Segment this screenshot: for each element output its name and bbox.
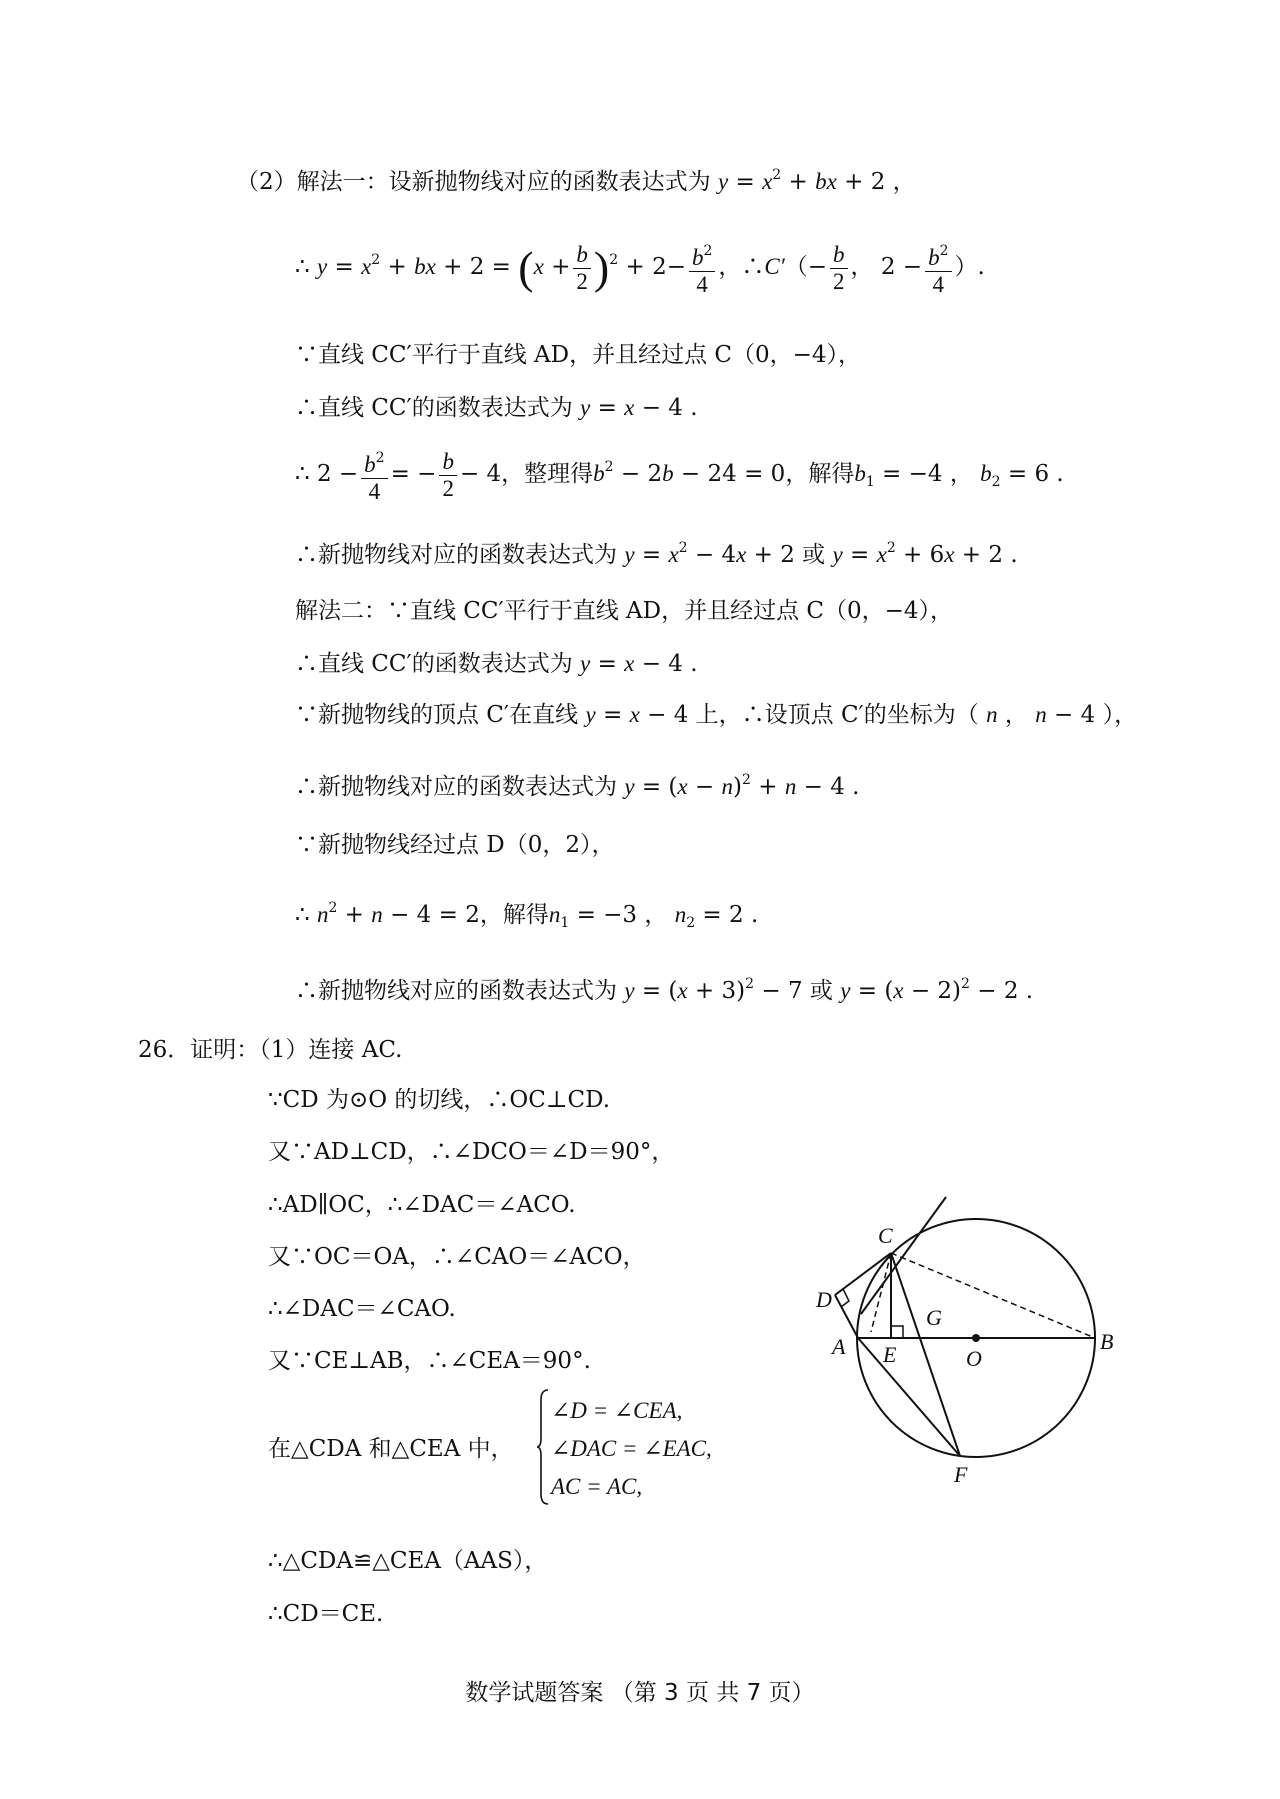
method2-line5: ∵新抛物线经过点 D（0，2）， bbox=[295, 832, 615, 858]
segment-cd bbox=[835, 1253, 891, 1295]
q26-system-prefix: 在△CDA 和△CEA 中， bbox=[268, 1436, 514, 1462]
completing-square-line: ∴ $y = x^2$ + bx + 2 = (x + $\frac{b}{2}$ )$^2$ + 2− $\frac{b^2}{4}$ ，∴C′（− $\frac{b}{2}$ ， 2 − $\frac{b^2}{4}$ ）. bbox=[295, 238, 985, 298]
condition-2: ∠DAC = ∠EAC, bbox=[551, 1436, 712, 1461]
condition-1: ∠D = ∠CEA, bbox=[551, 1398, 683, 1423]
segment-cb-dashed bbox=[891, 1253, 1095, 1338]
label-g: G bbox=[926, 1305, 942, 1330]
segment-cf bbox=[891, 1253, 960, 1456]
congruence-conditions bbox=[551, 1392, 712, 1506]
method1-result: ∴新抛物线对应的函数表达式为 $y = x^2 - 4x + 2$ 或 $y = x^2 + 6x + 2$ . bbox=[295, 540, 1018, 568]
method1-equation: ∴ 2 − $\frac{b^2}{4}$ = − $\frac{b}{2}$ − 4，整理得$b^2 - 2b - 24 = 0$，解得$b_1 = -4$ ， $b_2 = 6$ . bbox=[295, 445, 1064, 505]
condition-3: AC = AC, bbox=[551, 1474, 643, 1499]
tangent-line bbox=[861, 1197, 946, 1314]
page-footer: 数学试题答案 （第 3 页 共 7 页） bbox=[465, 1680, 815, 1706]
method2-line6: ∴ $n^2 + n - 4 = 2$，解得$n_1 = -3$ ， $n_2 = 2$ . bbox=[295, 900, 759, 931]
label-d: D bbox=[816, 1287, 832, 1312]
method2-result: ∴新抛物线对应的函数表达式为 $y = (x + 3)^2 - 7$ 或 $y = (x - 2)^2 - 2$ . bbox=[295, 976, 1034, 1004]
q26-conclusion-1: ∴△CDA≌△CEA（AAS）， bbox=[268, 1548, 548, 1574]
q26-line2: 又∵AD⊥CD，∴∠DCO＝∠D＝90°， bbox=[268, 1139, 675, 1165]
system-brace bbox=[537, 1388, 549, 1506]
method2-line1: 解法二：∵直线 CC′平行于直线 AD，并且经过点 C（0，−4）， bbox=[295, 598, 954, 624]
q26-line4: 又∵OC＝OA，∴∠CAO＝∠ACO， bbox=[268, 1244, 646, 1270]
method2-line4: ∴新抛物线对应的函数表达式为 $y = (x - n)^2 + n - 4$ . bbox=[295, 772, 860, 800]
segment-da bbox=[835, 1295, 858, 1338]
method2-line2: ∴直线 CC′的函数表达式为 y = x − 4 . bbox=[295, 651, 698, 677]
q26-line5: ∴∠DAC＝∠CAO. bbox=[268, 1296, 456, 1322]
label-f: F bbox=[954, 1462, 968, 1487]
method1-line3: ∵直线 CC′平行于直线 AD，并且经过点 C（0，−4）， bbox=[295, 342, 862, 368]
label-b: B bbox=[1100, 1329, 1114, 1354]
label-o: O bbox=[966, 1346, 982, 1371]
right-angle-e bbox=[891, 1326, 903, 1338]
right-angle-d bbox=[841, 1289, 849, 1307]
q26-conclusion-2: ∴CD＝CE. bbox=[268, 1601, 384, 1627]
method1-intro: （2）解法一：设新抛物线对应的函数表达式为 $y = x^2$ + bx + 2 ， bbox=[236, 167, 916, 195]
q26-line3: ∴AD∥OC，∴∠DAC＝∠ACO. bbox=[268, 1192, 576, 1218]
q26-title: 26．证明：（1）连接 AC. bbox=[138, 1037, 403, 1063]
label-a: A bbox=[832, 1334, 846, 1359]
label-e: E bbox=[883, 1342, 897, 1367]
q26-line1: ∵CD 为⊙O 的切线，∴OC⊥CD. bbox=[268, 1087, 611, 1113]
method1-line4: ∴直线 CC′的函数表达式为 y = x − 4 . bbox=[295, 395, 698, 421]
method2-line3: ∵新抛物线的顶点 C′在直线 y = x − 4 上，∴设顶点 C′的坐标为（ n ， n − 4 ）， bbox=[295, 702, 1138, 728]
q26-line6: 又∵CE⊥AB，∴∠CEA＝90°. bbox=[268, 1348, 591, 1374]
geometry-diagram bbox=[790, 1192, 1160, 1502]
label-c: C bbox=[878, 1223, 893, 1248]
point-o bbox=[972, 1334, 980, 1342]
